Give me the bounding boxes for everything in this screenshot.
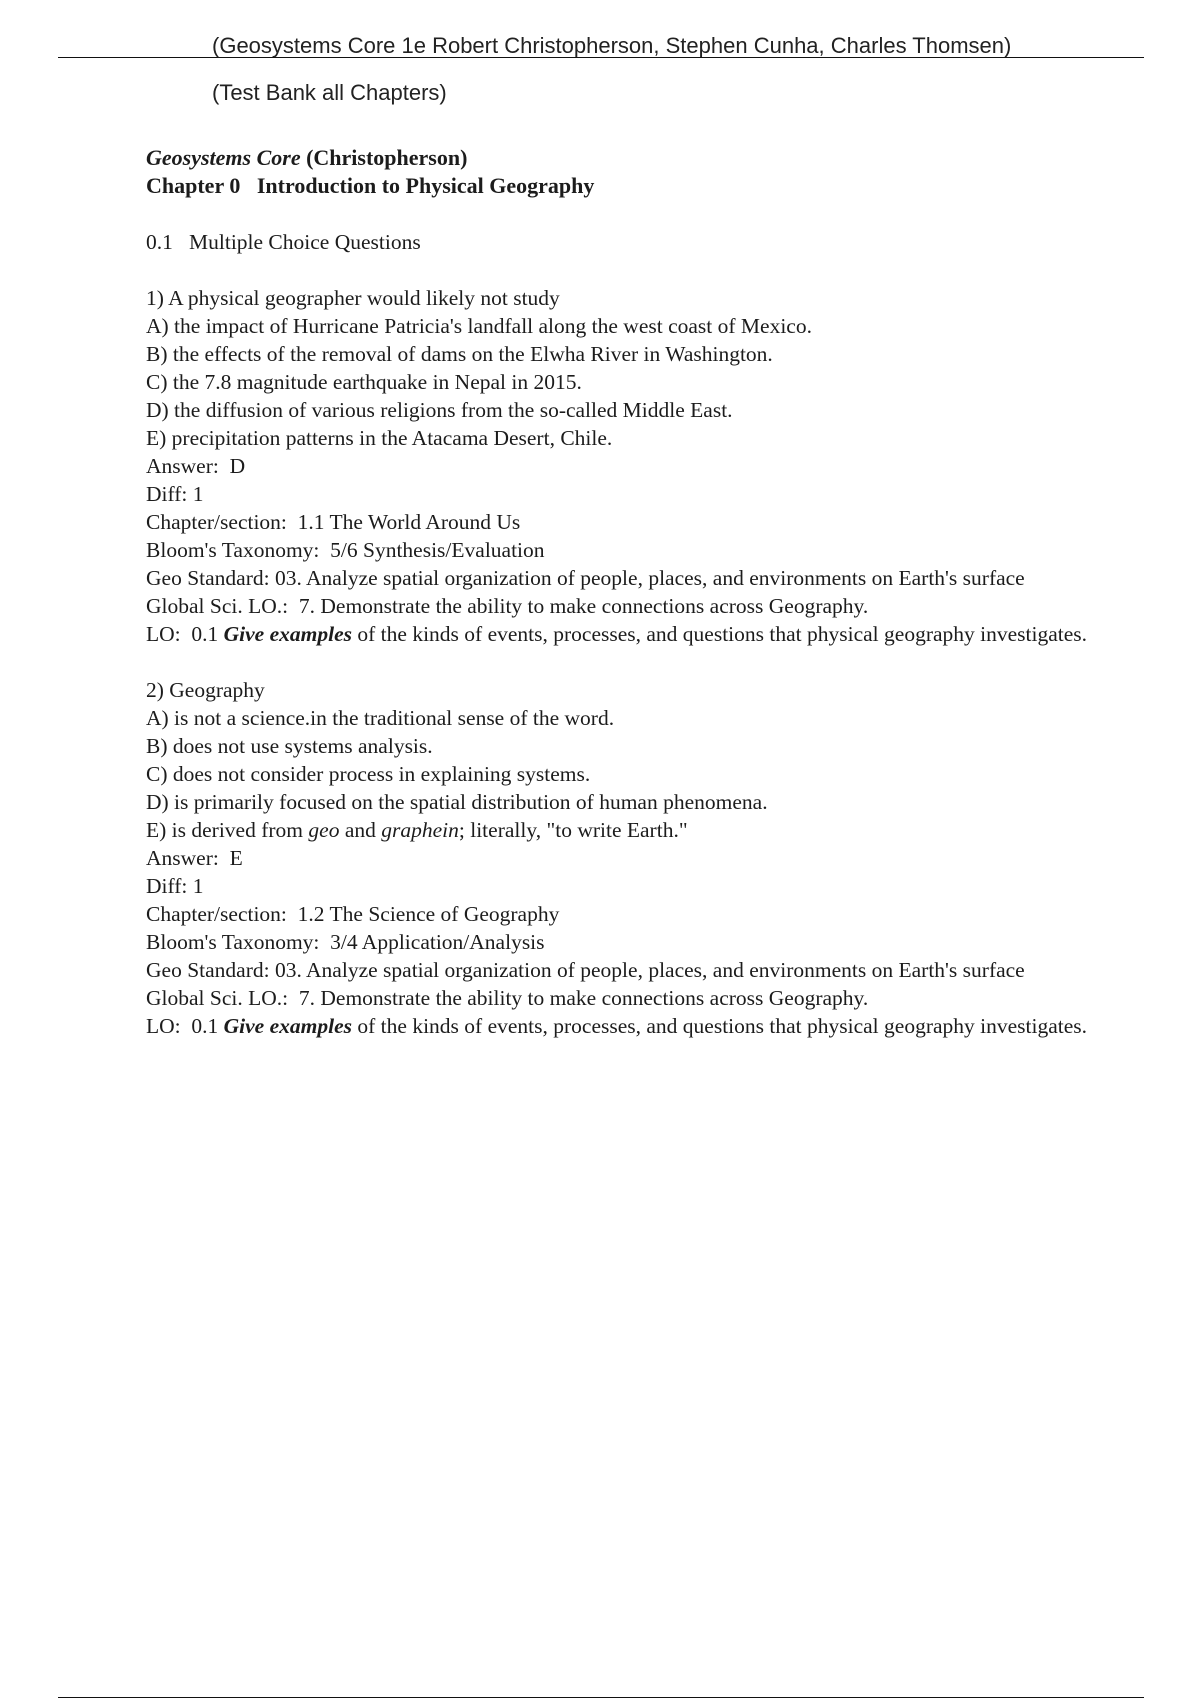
option-b: B) does not use systems analysis. <box>146 734 433 758</box>
footer-rule <box>58 1697 1144 1698</box>
lo-text: of the kinds of events, processes, and questions that physical geography investigates. <box>357 622 1088 646</box>
geo-standard: Geo Standard: 03. Analyze spatial organization of people, places, and environments on Earth's surface <box>146 566 1025 590</box>
lo-emphasis: Give examples <box>223 1014 353 1038</box>
option-e <box>146 816 1106 844</box>
option-c: C) does not consider process in explaining systems. <box>146 762 591 786</box>
question-1 <box>146 284 1106 648</box>
option-c: C) the 7.8 magnitude earthquake in Nepal in 2015. <box>146 370 582 394</box>
book-title: Geosystems Core <box>146 145 301 170</box>
option-b: B) the effects of the removal of dams on the Elwha River in Washington. <box>146 342 773 366</box>
lo-text: of the kinds of events, processes, and questions that physical geography investigates. <box>357 1014 1088 1038</box>
document-body <box>146 144 1106 1040</box>
option-e-and: and <box>344 818 376 842</box>
page-header-title: (Geosystems Core 1e Robert Christopherson, Stephen Cunha, Charles Thomsen) <box>212 33 1012 58</box>
lo-prefix: LO: 0.1 <box>146 1014 219 1038</box>
lo-emphasis: Give examples <box>223 622 353 646</box>
question-2 <box>146 676 1106 1040</box>
section-title: 0.1 Multiple Choice Questions <box>146 230 421 254</box>
book-author: (Christopherson) <box>306 145 468 170</box>
page-header-subtitle: (Test Bank all Chapters) <box>212 80 447 105</box>
book-title-line <box>146 144 1106 172</box>
option-a: A) the impact of Hurricane Patricia's landfall along the west coast of Mexico. <box>146 314 812 338</box>
lo-prefix: LO: 0.1 <box>146 622 219 646</box>
option-e-prefix: E) is derived from <box>146 818 304 842</box>
chapter-section: Chapter/section: 1.1 The World Around Us <box>146 510 521 534</box>
global-sci-lo: Global Sci. LO.: 7. Demonstrate the ability to make connections across Geography. <box>146 986 869 1010</box>
bloom-taxonomy: Bloom's Taxonomy: 5/6 Synthesis/Evaluation <box>146 538 545 562</box>
chapter-section: Chapter/section: 1.2 The Science of Geography <box>146 902 560 926</box>
question-stem: 2) Geography <box>146 678 265 702</box>
bloom-taxonomy: Bloom's Taxonomy: 3/4 Application/Analysis <box>146 930 545 954</box>
difficulty: Diff: 1 <box>146 874 204 898</box>
geo-standard: Geo Standard: 03. Analyze spatial organization of people, places, and environments on Earth's surface <box>146 958 1025 982</box>
option-a: A) is not a science.in the traditional sense of the word. <box>146 706 615 730</box>
global-sci-lo: Global Sci. LO.: 7. Demonstrate the ability to make connections across Geography. <box>146 594 869 618</box>
question-stem: 1) A physical geographer would likely not study <box>146 286 560 310</box>
chapter-heading <box>146 172 1106 200</box>
option-e-suffix: ; literally, "to write Earth." <box>458 818 688 842</box>
option-e: E) precipitation patterns in the Atacama Desert, Chile. <box>146 426 613 450</box>
option-d: D) is primarily focused on the spatial distribution of human phenomena. <box>146 790 768 814</box>
answer: Answer: D <box>146 454 246 478</box>
term-geo: geo <box>308 818 340 842</box>
chapter-number: Chapter 0 <box>146 173 241 198</box>
header-rule <box>58 57 1144 58</box>
chapter-title: Introduction to Physical Geography <box>256 173 595 198</box>
term-graphein: graphein <box>381 818 459 842</box>
difficulty: Diff: 1 <box>146 482 204 506</box>
learning-objective <box>146 620 1106 648</box>
learning-objective <box>146 1012 1106 1040</box>
answer: Answer: E <box>146 846 243 870</box>
option-d: D) the diffusion of various religions from the so-called Middle East. <box>146 398 733 422</box>
